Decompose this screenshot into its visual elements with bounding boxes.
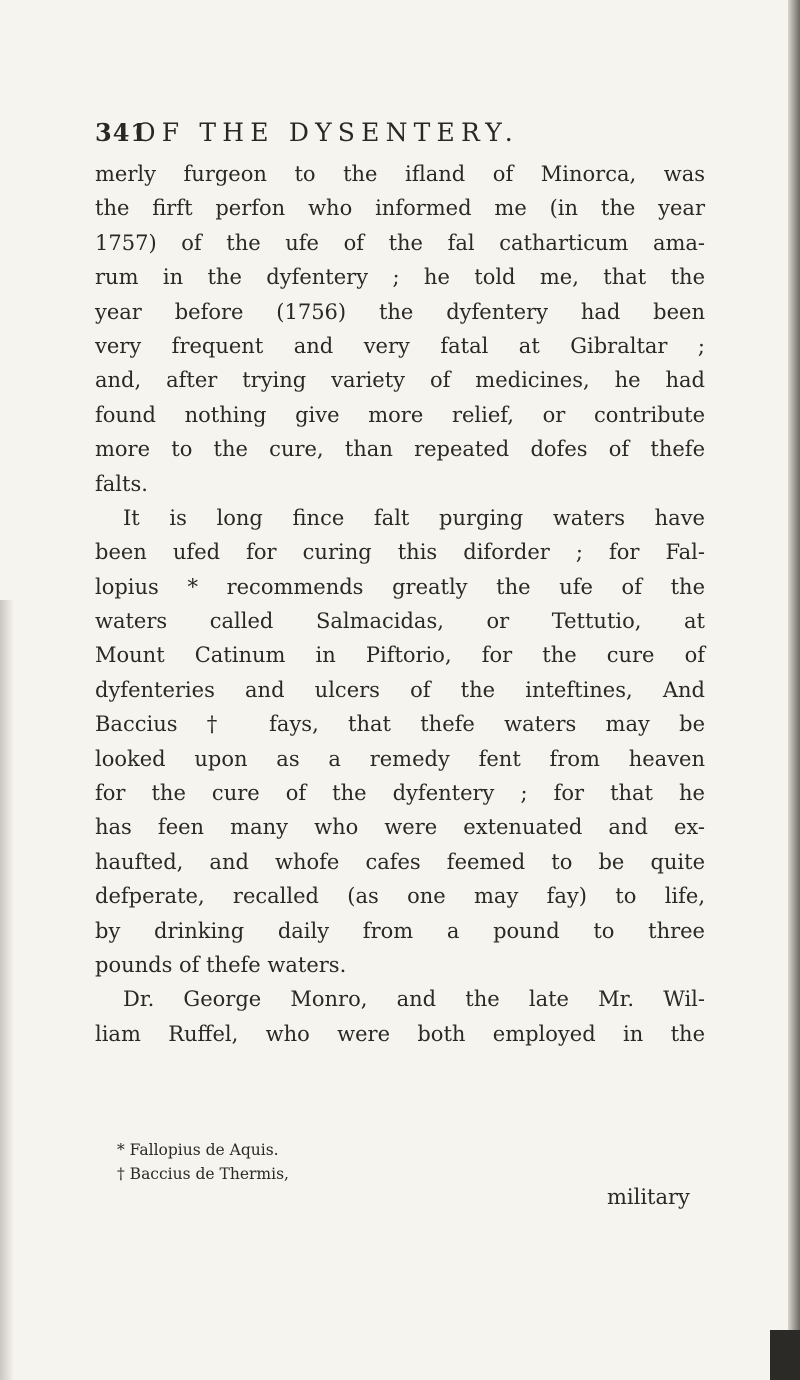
running-title: OF THE DYSENTERY. [135,118,519,147]
text-line: very frequent and very fatal at Gibraltar ; [95,333,705,358]
page-number: 341 [95,118,149,147]
catchword: military [607,1185,690,1209]
text-line: 1757) of the ufe of the fal catharticum ama- [95,230,705,255]
text-line: rum in the dyfentery ; he told me, that the [95,265,705,290]
paragraph-start-line: Dr. George Monro, and the late Mr. Wil- [123,987,705,1012]
text-line: found nothing give more relief, or contribute [95,402,705,427]
text-line: haufted, and whofe cafes feemed to be quite [95,849,705,874]
footnotes [117,1138,517,1186]
text-line: Baccius † fays, that thefe waters may be [95,712,705,737]
text-line: defperate, recalled (as one may fay) to life, [95,884,705,909]
footnote-baccius: † Baccius de Thermis, [117,1165,289,1183]
text-line: the firft perfon who informed me (in the year [95,196,705,221]
text-line: year before (1756) the dyfentery had been [95,299,705,324]
text-line: pounds of thefe waters. [95,952,347,977]
text-line: by drinking daily from a pound to three [95,918,705,943]
page-gutter-shadow [0,600,14,1380]
text-line: more to the cure, than repeated dofes of thefe [95,437,705,462]
text-line: liam Ruffel, who were both employed in the [95,1021,705,1046]
body-text [95,157,705,1051]
footnote-fallopius: * Fallopius de Aquis. [117,1141,279,1159]
text-line: waters called Salmacidas, or Tettutio, at [95,609,705,634]
page-header [95,118,705,154]
text-line: has feen many who were extenuated and ex- [95,815,705,840]
page-edge-shadow [788,0,800,1380]
text-line: lopius * recommends greatly the ufe of the [95,574,705,599]
text-line: for the cure of the dyfentery ; for that he [95,781,705,806]
text-line: falts. [95,471,148,496]
text-line: Mount Catinum in Piftorio, for the cure of [95,643,705,668]
text-line: merly furgeon to the ifland of Minorca, was [95,162,705,186]
text-line: been ufed for curing this diforder ; for Fal- [95,540,705,565]
text-line: and, after trying variety of medicines, he had [95,368,705,393]
text-line: looked upon as a remedy fent from heaven [95,746,705,771]
page-corner-dark [770,1330,800,1380]
paragraph-start-line: It is long fince falt purging waters have [123,505,705,530]
text-line: dyfenteries and ulcers of the inteftines, And [95,677,705,702]
